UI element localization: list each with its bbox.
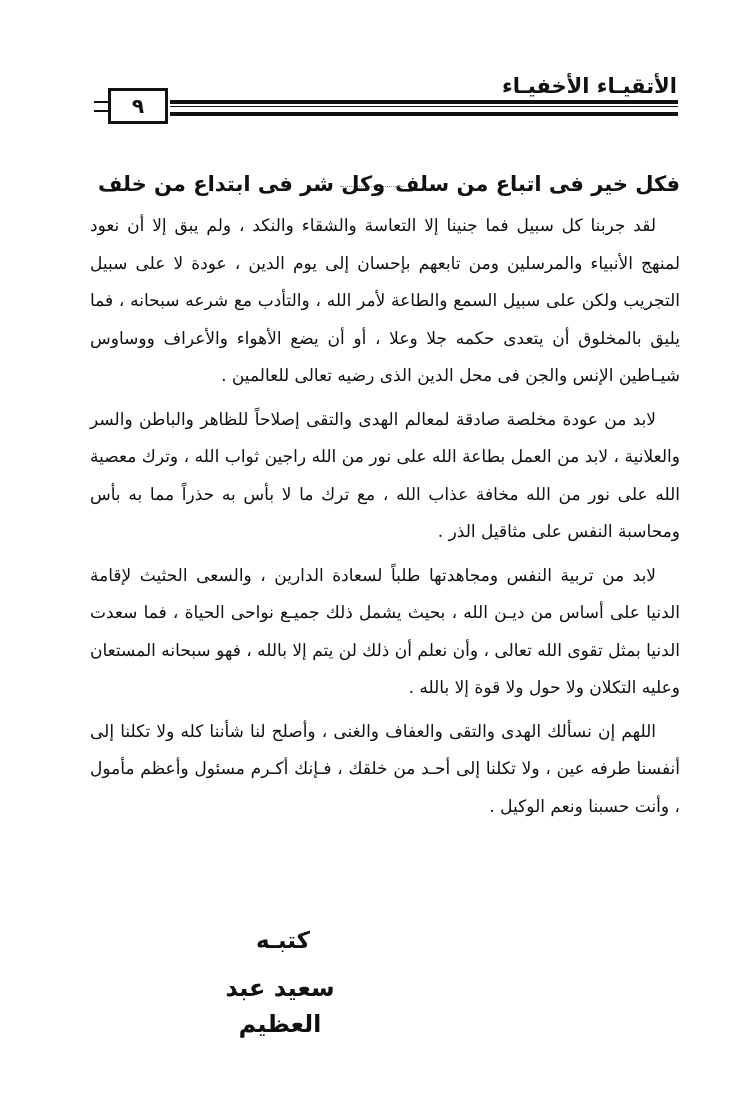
header-rule — [170, 106, 678, 107]
paragraph: لقد جربنا كل سبيل فما جنينا إلا التعاسة والشقاء والنكد ، ولم يبق إلا أن نعود لمنهج الأنبياء والمرسلين ومن تابعهم بإحسان إلى يوم الدين ، عودة لا على سبيل التجريب ولكن على سبيل السمع والطاعة لأمر الله ، والتأدب مع شرعه سبحانه ، فما يليق بالمخلوق أن يتعدى حكمه جلا وعلا ، أو أن يضع الأهواء والأعراف ووساوس شيـاطين الإنس والجن فى محل الدين الذى رضيه تعالى للعالمين . — [90, 216, 680, 386]
body-text — [90, 208, 680, 832]
header-rule — [170, 112, 678, 116]
paragraph: اللهم إن نسألك الهدى والتقى والعفاف والغنى ، وأصلح لنا شأننا كله ولا تكلنا إلى أنفسنا طرفه عين ، ولا تكلنا إلى أحـد من خلقك ، فـإنك أكـرم مسئول وأعظم مأمول ، وأنت حسبنا ونعم الوكيل . — [90, 721, 680, 817]
verse-first-hemistich: فكل خير فى اتباع من سلف — [394, 172, 680, 196]
paragraph: لابد من تربية النفس ومجاهدتها طلباً لسعادة الدارين ، والسعى الحثيث لإقامة الدنيا على أساس من ديـن الله ، بحيث يشمل ذلك جميـع نواحى الحياة ، فما سعدت الدنيا بمثل تقوى الله تعالى ، وأن نعلم أن ذلك لن يتم إلا بالله ، فهو سبحانه المستعان وعليه التكلان ولا حول ولا قوة إلا بالله . — [90, 565, 680, 698]
verse-second-hemistich: وكل شر فى ابتداع من خلف — [98, 172, 386, 196]
author-name: سعيد عبد العظيم — [225, 974, 335, 1038]
page-number: ٩ — [108, 88, 168, 124]
signature-label: كتبـه — [256, 928, 310, 954]
running-title: الأتقيـاء الأخفيـاء — [502, 74, 677, 98]
header-rule — [170, 100, 678, 104]
paragraph: لابد من عودة مخلصة صادقة لمعالم الهدى والتقى إصلاحاً للظاهر والباطن والسر والعلانية ، لابد من العمل بطاعة الله على نور من الله راجين ثواب الله ، وترك معصية الله على نور من الله مخافة عذاب الله ، مع ترك ما لا بأس به حذراً مما به بأس ومحاسبة النفس على مثاقيل الذر . — [90, 409, 680, 542]
poetry-verse — [90, 166, 680, 202]
